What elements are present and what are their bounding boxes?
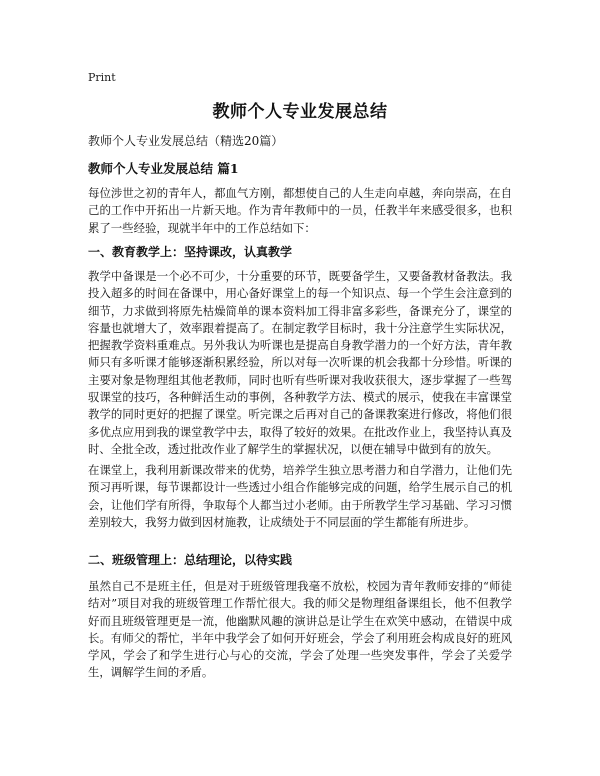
section-heading-teaching: 一、教育教学上：坚持课改，认真教学 xyxy=(88,245,293,259)
teaching-paragraph-1: 教学中备课是一个必不可少，十分重要的环节，既要备学生，又要备教材备教法。我投入超多的时间在备课中，用心备好课堂上的每一个知识点、每一个学生会注意到的细节，力求做到将原先枯燥简单的课本资料加工得非富多彩些，备课充分了，课堂的容量也就增大了，效率跟着提高了。在制定教学目标时，我十分注意学生实际状况，把握教学资料重难点。另外我认为听课也是提高自身教学潜力的一个好方法，青年教师只有多听课才能够逐渐积累经验，所以对每一次听课的机会我都十分珍惜。听课的主要对象是物理组其他老教师，同时也听有些听课对我收获很大，逐步掌握了一些驾驭课堂的技巧，各种鲜活生动的事例，各种教学方法、模式的展示，使我在丰富课堂教学的同时更好的把握了课堂。听完课之后再对自己的备课教案进行修改，将他们很多优点应用到我的课堂教学中去，取得了较好的效果。在批改作业上，我坚持认真及时、全批全改，透过批改作业了解学生的掌握状况，以便在辅导中做到有的放矢。 xyxy=(88,269,512,456)
chapter-title: 教师个人专业发展总结 篇1 xyxy=(88,161,239,176)
document-subtitle: 教师个人专业发展总结（精选20篇） xyxy=(88,134,284,148)
print-label[interactable]: Print xyxy=(88,71,116,84)
class-management-paragraph: 虽然自己不是班主任，但是对于班级管理我毫不放松，校园为青年教师安排的“师徒结对”项目对我的班级管理工作帮忙很大。我的师父是物理组备课组长，他不但教学好而且班级管理更是一流，他幽默风趣的演讲总是让学生在欢笑中感动，在错误中成长。有师父的帮忙，半年中我学会了如何开好班会，学会了利用班会构成良好的班风学风，学会了和学生进行心与心的交流，学会了处理一些突发事件，学会了关爱学生，调解学生间的矛盾。 xyxy=(88,579,512,680)
intro-paragraph: 每位涉世之初的青年人，都血气方刚，都想使自己的人生走向卓越，奔向崇高，在自己的工作中开拓出一片新天地。作为青年教师中的一员，任教半年来感受很多，也积累了一些经验，现就半年中的工作总结如下： xyxy=(88,186,512,235)
teaching-paragraph-2: 在课堂上，我利用新课改带来的优势，培养学生独立思考潜力和自学潜力，让他们先预习再听课，每节课都设计一些透过小组合作能够完成的问题，给学生展示自己的机会，让他们学有所得，争取每个人都当过小老师。由于所教学生学习基础、学习习惯差别较大，我努力做到因材施教，让成绩处于不同层面的学生都能有所进步。 xyxy=(88,463,512,529)
section-heading-class-management: 二、班级管理上：总结理论，以待实践 xyxy=(88,553,293,567)
page-title: 教师个人专业发展总结 xyxy=(212,102,388,122)
